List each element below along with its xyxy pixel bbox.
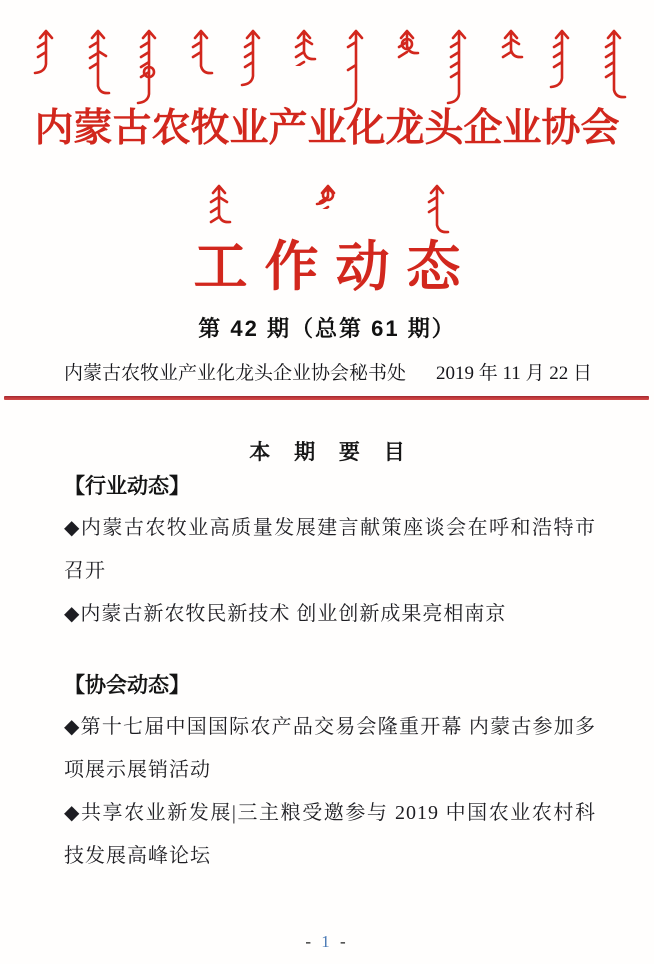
mongolian-script-word (206, 183, 232, 229)
publisher-row (64, 358, 592, 385)
mongolian-script-word (315, 183, 341, 209)
footer-dash: - (305, 932, 314, 951)
section-association-news (64, 670, 596, 878)
mongolian-script-word (291, 28, 317, 66)
table-of-contents (64, 471, 596, 912)
issue-line: 第 42 期（总第 61 期） (198, 316, 456, 341)
org-title: 内蒙古农牧业产业化龙头企业协会 (34, 107, 620, 150)
mongolian-script-word (549, 28, 575, 92)
mongolian-script-word (85, 28, 111, 100)
toc-item: ◆第十七届中国国际农产品交易会隆重开幕 内蒙古参加多项展示展销活动 (64, 716, 596, 781)
publisher: 内蒙古农牧业产业化龙头企业协会秘书处 (64, 363, 407, 384)
mongolian-script-word (498, 28, 524, 64)
mongolian-script-word (136, 28, 162, 108)
mongolian-script-word (240, 28, 266, 90)
mongolian-script-word (188, 28, 214, 80)
toc-item: ◆共享农业新发展|三主粮受邀参与 2019 中国农业农村科技发展高峰论坛 (64, 802, 596, 867)
section-industry-news (64, 471, 596, 636)
toc-item: ◆内蒙古农牧业高质量发展建言献策座谈会在呼和浩特市召开 (64, 517, 596, 582)
toc-item: ◆内蒙古新农牧民新技术 创业创新成果亮相南京 (64, 603, 507, 625)
section-heading: 【协会动态】 (64, 674, 190, 697)
contents-title: 本 期 要 目 (249, 441, 414, 464)
page-footer (0, 932, 654, 952)
mongolian-script-word (446, 28, 472, 108)
footer-dash: - (340, 932, 349, 951)
bulletin-title: 工作动态 (193, 237, 478, 297)
mongolian-script-word (394, 28, 420, 60)
mongolian-script-word (601, 28, 627, 104)
mongolian-script-word (33, 28, 59, 78)
section-heading: 【行业动态】 (64, 475, 190, 498)
page-number: 1 (321, 932, 333, 951)
publish-date: 2019 年 11 月 22 日 (435, 363, 592, 384)
red-divider (4, 396, 649, 400)
